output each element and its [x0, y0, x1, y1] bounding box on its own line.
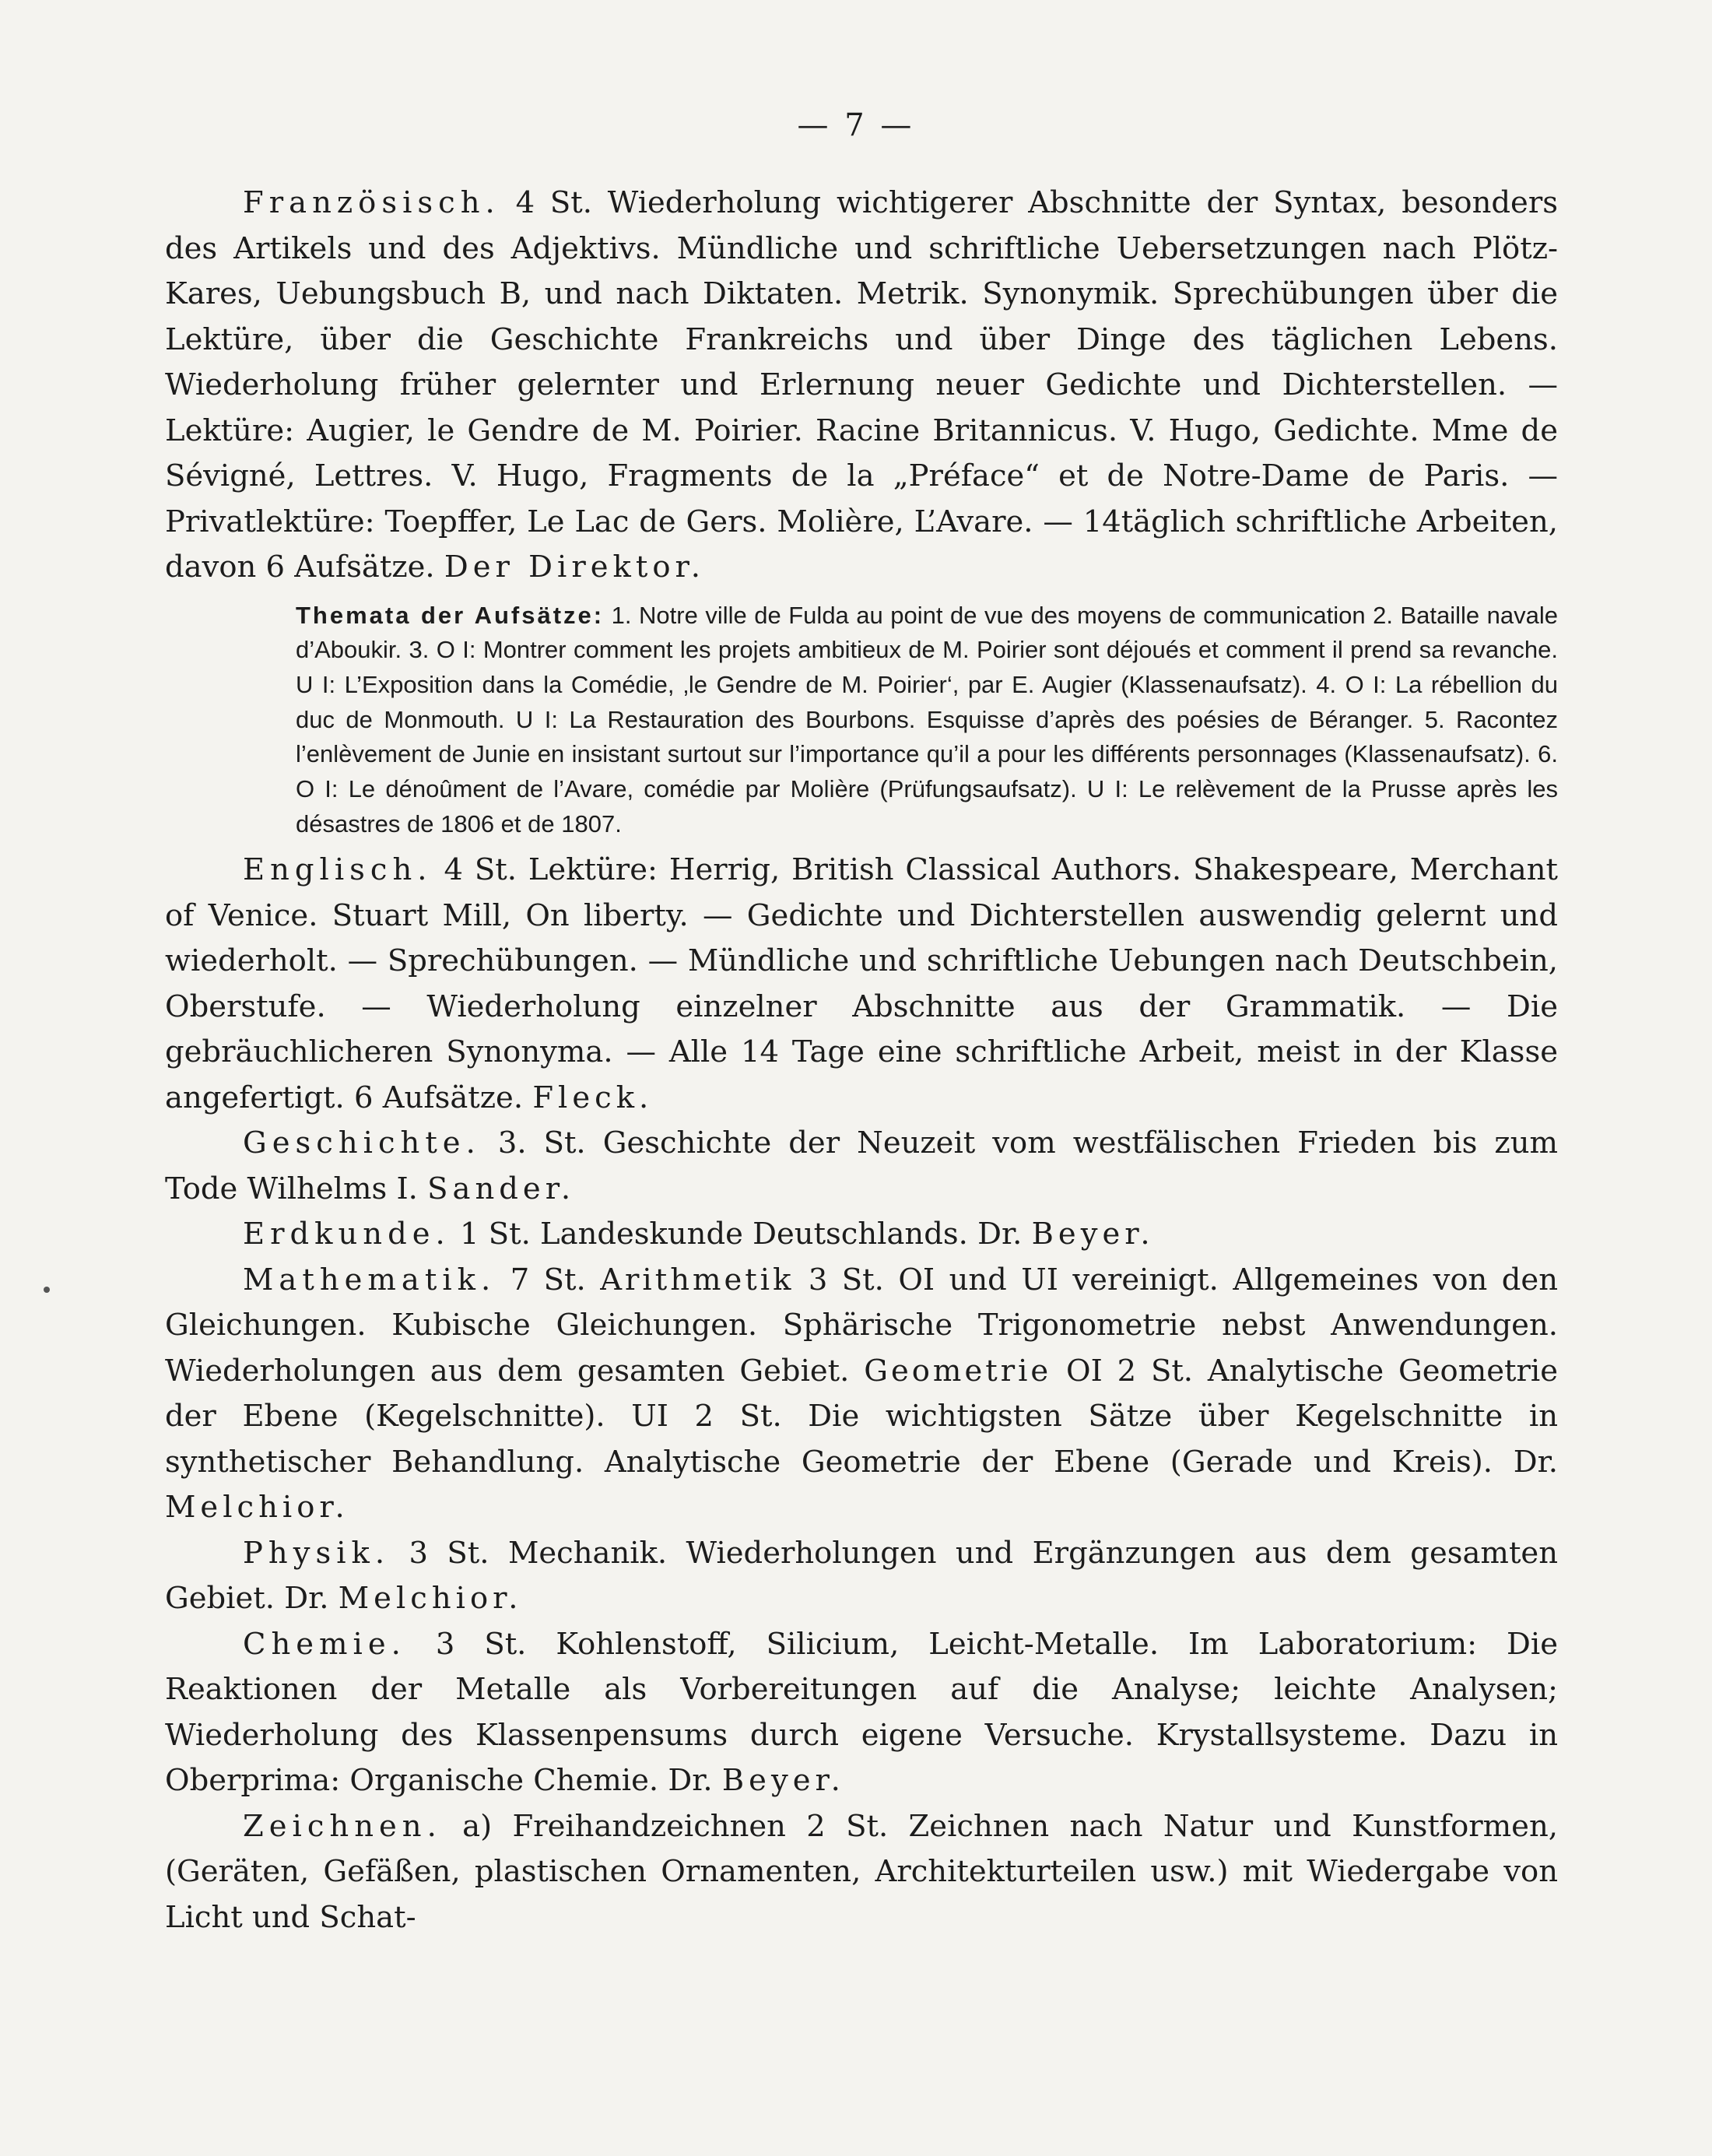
section-geschichte [165, 1121, 1558, 1212]
section-erdkunde [165, 1212, 1558, 1258]
themes-label: Themata der Aufsätze: [296, 601, 605, 629]
subsection-heading: Arithmetik [600, 1262, 795, 1297]
section-mathematik [165, 1258, 1558, 1531]
section-text: 7 St. [496, 1262, 601, 1297]
subject-heading: Mathematik. [243, 1262, 496, 1297]
subject-heading: Französisch. [243, 185, 500, 220]
subject-heading: Englisch. [243, 852, 433, 888]
section-text: 3 St. Kohlenstoff, Silicium, Leicht-Metalle. Im Laboratorium: Die Reaktionen der Metalle als Vorbereitungen auf die Analyse; leichte Analysen; Wiederholung des Klassenpensums durch eigene Versuche. Krystallsysteme. Dazu in Oberprima: Organische Chemie. Dr. [165, 1626, 1558, 1799]
section-text: 4 St. Lektüre: Herrig, British Classical Authors. Shakespeare, Merchant of Venice. Stuart Mill, On liberty. — Gedichte und Dichterstellen auswendig gelernt und wiederholt. — Sprechübungen. — Mündliche und schriftliche Uebungen nach Deutschbein, Oberstufe. — Wiederholung einzelner Abschnitte aus der Grammatik. — Die gebräuchlicheren Synonyma. — Alle 14 Tage eine schriftliche Arbeit, meist in der Klasse angefertigt. 6 Aufsätze. [165, 852, 1558, 1115]
section-text: 3 St. OI und UI vereinigt. Allgemeines von den Gleichungen. Kubische Gleichungen. Sphärische Trigonometrie nebst Anwendungen. Wiederholungen aus dem gesamten Gebiet. [165, 1262, 1558, 1389]
section-text: OI 2 St. Analytische Geometrie der Ebene (Kegelschnitte). UI 2 St. Die wichtigsten Sätze über Kegelschnitte in synthetischer Behandlung. Analytische Geometrie der Ebene (Gerade und Kreis). Dr. [165, 1353, 1558, 1480]
teacher-name: Beyer. [721, 1763, 845, 1799]
margin-dot [44, 1287, 50, 1293]
section-text: 4 St. Wiederholung wichtigerer Abschnitte der Syntax, besonders des Artikels und des Adjektivs. Mündliche und schriftliche Uebersetzungen nach Plötz-Kares, Uebungsbuch B, und nach Diktaten. Metrik. Synonymik. Sprechübungen über die Lektüre, über die Geschichte Frankreichs und über Dinge des täglichen Lebens. Wiederholung früher gelernter und Erlernung neuer Gedichte und Dichterstellen. — Lektüre: Augier, le Gendre de M. Poirier. Racine Britannicus. V. Hugo, Gedichte. Mme de Sévigné, Lettres. V. Hugo, Fragments de la „Préface“ et de Notre-Dame de Paris. — Privatlektüre: Toepffer, Le Lac de Gers. Molière, L’Avare. — 14täglich schriftliche Arbeiten, davon 6 Aufsätze. [165, 185, 1558, 585]
section-text: 1 St. Landeskunde Deutschlands. Dr. [450, 1217, 1023, 1252]
subject-heading: Chemie. [243, 1626, 406, 1662]
teacher-name: Sander. [427, 1171, 576, 1206]
section-text: a) Freihandzeichnen 2 St. Zeichnen nach Natur und Kunstformen, (Geräten, Gefäßen, plastischen Ornamenten, Architekturteilen usw.) mit Wiedergabe von Licht und Schat- [165, 1808, 1558, 1935]
section-text: 3 St. Mechanik. Wiederholungen und Ergänzungen aus dem gesamten Gebiet. Dr. [165, 1535, 1558, 1617]
teacher-name: Beyer. [1031, 1217, 1155, 1252]
teacher-name: Melchior. [338, 1581, 523, 1617]
section-physik [165, 1531, 1558, 1622]
subsection-heading: Geometrie [864, 1353, 1052, 1389]
section-chemie [165, 1622, 1558, 1804]
subject-heading: Physik. [243, 1535, 391, 1571]
essay-themes [296, 599, 1558, 842]
section-text: 3. St. Geschichte der Neuzeit vom westfälischen Frieden bis zum Tode Wilhelms I. [165, 1125, 1558, 1206]
teacher-name: Fleck. [532, 1080, 654, 1115]
teacher-name: Der Direktor. [444, 550, 705, 585]
page-number: — 7 — [797, 107, 915, 143]
page-body [165, 181, 1558, 1940]
section-franzoesisch [165, 181, 1558, 591]
section-zeichnen [165, 1804, 1558, 1941]
themes-text: 1. Notre ville de Fulda au point de vue des moyens de communication 2. Bataille navale d’Aboukir. 3. O I: Montrer comment les projets ambitieux de M. Poirier sont déjoués et comment il prend sa revanche. U I: L’Exposition dans la Comédie, ‚le Gendre de M. Poirier‘, par E. Augier (Klassenaufsatz). 4. O I: La rébellion du duc de Monmouth. U I: La Restauration des Bourbons. Esquisse d’après des poésies de Béranger. 5. Racontez l’enlèvement de Junie en insistant surtout sur l’importance qu’il a pour les différents personnages (Klassenaufsatz). 6. O I: Le dénoûment de l’Avare, comédie par Molière (Prüfungsaufsatz). U I: Le relèvement de la Prusse après les désastres de 1806 et de 1807. [296, 601, 1559, 837]
teacher-name: Melchior. [165, 1490, 349, 1526]
subject-heading: Erdkunde. [243, 1217, 451, 1252]
subject-heading: Zeichnen. [243, 1808, 442, 1844]
subject-heading: Geschichte. [243, 1125, 481, 1161]
section-englisch [165, 848, 1558, 1121]
